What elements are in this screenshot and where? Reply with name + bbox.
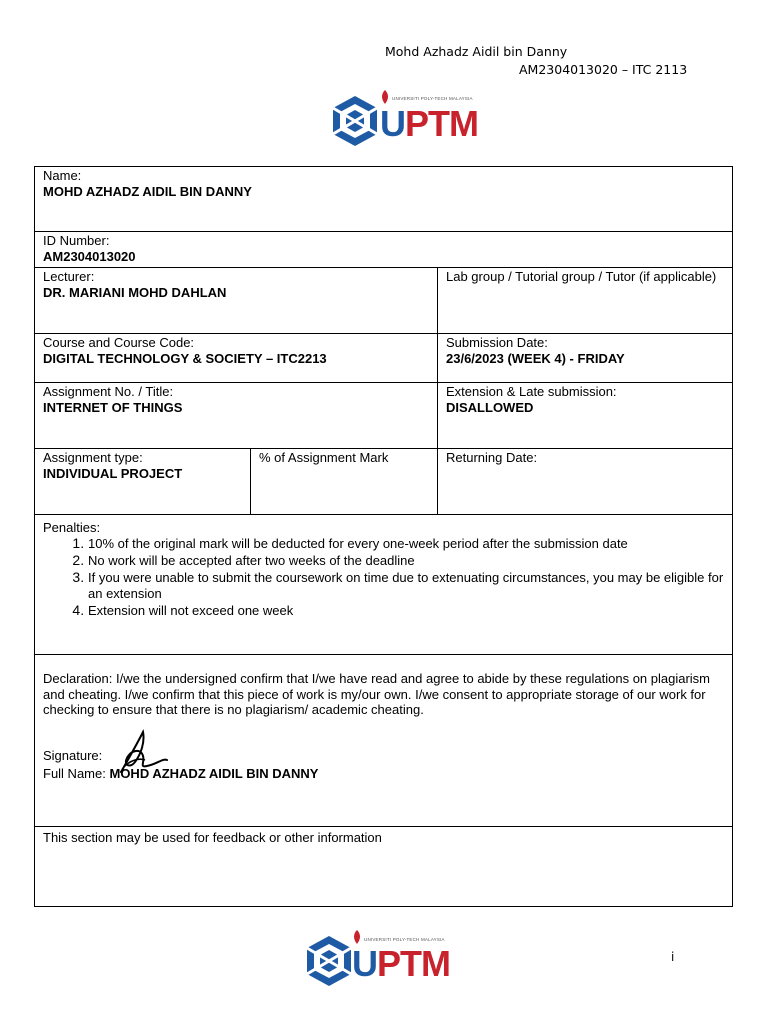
logo-letter-u: U	[352, 943, 377, 984]
assignment-type-cell	[35, 449, 251, 515]
submission-date-value: 23/6/2023 (WEEK 4) - FRIDAY	[446, 351, 625, 366]
assignment-mark-cell	[251, 449, 438, 515]
lecturer-value: DR. MARIANI MOHD DAHLAN	[43, 285, 227, 300]
penalty-item: 2. No work will be accepted after two weeks of the deadline	[88, 552, 724, 569]
id-value: AM2304013020	[43, 249, 136, 264]
page-number: i	[671, 950, 675, 964]
name-cell	[35, 167, 733, 232]
penalties-list	[43, 535, 724, 619]
assignment-title-cell	[35, 383, 438, 449]
submission-date-label: Submission Date:	[446, 335, 548, 350]
assignment-type-label: Assignment type:	[43, 450, 143, 465]
lab-group-label: Lab group / Tutorial group / Tutor (if applicable)	[446, 269, 717, 284]
returning-date-cell	[438, 449, 733, 515]
submission-date-cell	[438, 334, 733, 383]
lab-group-cell	[438, 268, 733, 334]
id-label: ID Number:	[43, 233, 110, 248]
name-value: MOHD AZHADZ AIDIL BIN DANNY	[43, 184, 252, 199]
header-author-name: Mohd Azhadz Aidil bin Danny	[385, 44, 568, 59]
assignment-type-value: INDIVIDUAL PROJECT	[43, 466, 183, 481]
handwritten-signature	[101, 728, 211, 774]
declaration-text: Declaration: I/we the undersigned confirm that I/we have read and agree to abide by these regulations on plagiarism and cheating. I/we confirm that this piece of work is my/our own. I/we consent to appropriate storage of our work for checking to ensure that there is no plagiarism/ academic cheating.	[43, 671, 711, 717]
lecturer-cell	[35, 268, 438, 334]
logo-tagline: UNIVERSITI POLY-TECH MALAYSIA	[364, 937, 445, 942]
logo-letters-ptm: PTM	[377, 943, 450, 984]
declaration-cell	[35, 655, 733, 827]
name-label: Name:	[43, 168, 82, 183]
uptm-emblem-icon	[304, 934, 354, 988]
assignment-title-value: INTERNET OF THINGS	[43, 400, 183, 415]
course-label: Course and Course Code:	[43, 335, 195, 350]
extension-label: Extension & Late submission:	[446, 384, 617, 399]
logo-tagline: UNIVERSITI POLY-TECH MALAYSIA	[392, 96, 473, 101]
logo-letters-ptm: PTM	[405, 103, 478, 144]
uptm-footer-logo	[304, 928, 464, 988]
assignment-title-label: Assignment No. / Title:	[43, 384, 174, 399]
signature-label: Signature:	[43, 747, 103, 763]
feedback-cell	[35, 827, 733, 907]
lecturer-label: Lecturer:	[43, 269, 95, 284]
course-cell	[35, 334, 438, 383]
logo-red-flame-icon	[352, 930, 362, 944]
course-value: DIGITAL TECHNOLOGY & SOCIETY – ITC2213	[43, 351, 327, 366]
logo-red-flame-icon	[380, 90, 390, 104]
extension-cell	[438, 383, 733, 449]
penalties-cell	[35, 515, 733, 655]
uptm-logo	[330, 90, 490, 150]
feedback-label: This section may be used for feedback or other information	[43, 830, 382, 845]
penalties-label: Penalties:	[43, 520, 101, 535]
penalty-item: 1. 10% of the original mark will be deducted for every one-week period after the submission date	[88, 535, 724, 552]
full-name-label: Full Name:	[43, 765, 106, 781]
returning-date-label: Returning Date:	[446, 450, 538, 465]
penalty-item: 4. Extension will not exceed one week	[88, 602, 724, 619]
logo-letter-u: U	[380, 103, 405, 144]
id-cell	[35, 232, 733, 268]
assignment-cover-form	[34, 166, 733, 907]
full-name-value: MOHD AZHADZ AIDIL BIN DANNY	[109, 765, 319, 781]
penalty-item: 3. If you were unable to submit the coursework on time due to extenuating circumstances, you may be eligible for an extension	[88, 569, 724, 602]
header-student-id-course: AM2304013020 – ITC 2113	[519, 62, 688, 77]
signature-row	[43, 732, 712, 764]
assignment-mark-label: % of Assignment Mark	[259, 450, 389, 465]
uptm-emblem-icon	[330, 94, 380, 148]
extension-value: DISALLOWED	[446, 400, 534, 415]
